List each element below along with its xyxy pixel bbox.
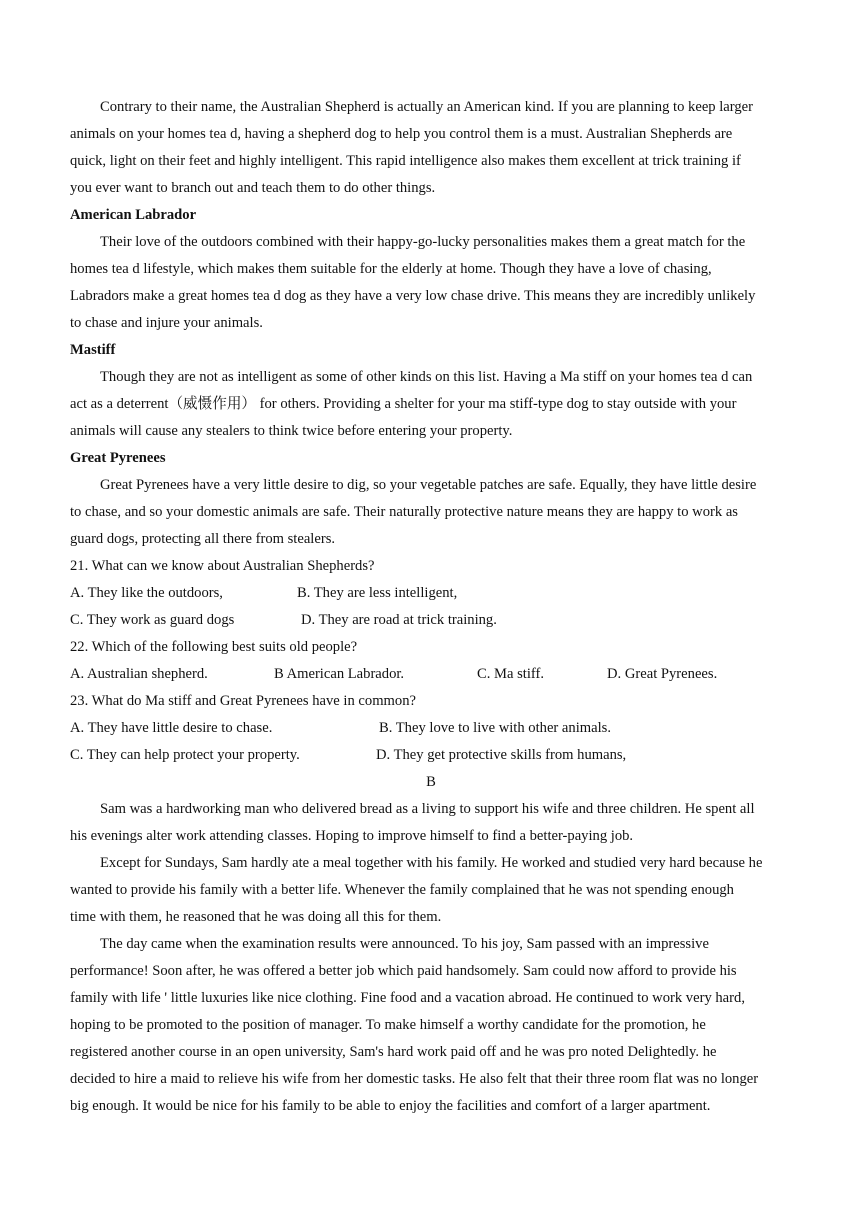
text-line: performance! Soon after, he was offered a better job which paid handsomely. Sam could now afford to provide his xyxy=(70,963,737,979)
option-b: B. They love to live with other animals. xyxy=(379,720,611,736)
option-row xyxy=(70,607,792,634)
text-line: time with them, he reasoned that he was doing all this for them. xyxy=(70,909,442,925)
text-line: act as a deterrent（威慑作用） for others. Providing a shelter for your ma stiff-type dog to stay outside with your xyxy=(70,396,737,412)
text-line: homes tea d lifestyle, which makes them suitable for the elderly at home. Though they have a love of chasing, xyxy=(70,261,712,277)
paragraph-american-labrador xyxy=(70,229,792,337)
question-21 xyxy=(70,553,792,634)
heading-great-pyrenees: Great Pyrenees xyxy=(70,450,166,466)
text-line: family with life ' little luxuries like nice clothing. Fine food and a vacation abroad. He continued to work very hard, xyxy=(70,990,745,1006)
text-line: guard dogs, protecting all there from stealers. xyxy=(70,531,336,547)
section-label-b: B xyxy=(426,774,436,790)
option-c: C. Ma stiff. xyxy=(477,666,545,682)
text-line: wanted to provide his family with a better life. Whenever the family complained that he was not spending enough xyxy=(70,882,734,898)
text-line: animals on your homes tea d, having a shepherd dog to help you control them is a must. Australian Shepherds are xyxy=(70,126,733,142)
paragraph-great-pyrenees xyxy=(70,472,792,553)
option-row xyxy=(70,661,792,688)
question-stem: 22. Which of the following best suits old people? xyxy=(70,639,358,655)
text-line: decided to hire a maid to relieve his wife from her domestic tasks. He also felt that their three room flat was no longer xyxy=(70,1071,759,1087)
option-d: D. They get protective skills from humans, xyxy=(376,747,627,763)
heading-mastiff: Mastiff xyxy=(70,342,116,358)
option-a: A. They have little desire to chase. xyxy=(70,720,273,736)
text-line: animals will cause any stealers to think twice before entering your property. xyxy=(70,423,513,439)
text-line: Though they are not as intelligent as some of other kinds on this list. Having a Ma stiff on your homes tea d can xyxy=(100,369,753,385)
text-line: The day came when the examination results were announced. To his joy, Sam passed with an impressive xyxy=(100,936,709,952)
text-line: his evenings alter work attending classes. Hoping to improve himself to find a better-paying job. xyxy=(70,828,634,844)
text-line: registered another course in an open university, Sam's hard work paid off and he was pro noted Delightedly. he xyxy=(70,1044,717,1060)
option-a: A. They like the outdoors, xyxy=(70,585,223,601)
option-d: D. Great Pyrenees. xyxy=(607,666,718,682)
question-23 xyxy=(70,688,792,769)
question-stem: 21. What can we know about Australian Shepherds? xyxy=(70,558,375,574)
option-d: D. They are road at trick training. xyxy=(301,612,497,628)
text-line: Their love of the outdoors combined with their happy-go-lucky personalities makes them a great match for the xyxy=(100,234,746,250)
text-line: Labradors make a great homes tea d dog as they have a very low chase drive. This means they are incredibly unlikely xyxy=(70,288,756,304)
heading-american-labrador: American Labrador xyxy=(70,207,197,223)
option-row xyxy=(70,580,792,607)
paragraph-australian-shepherd xyxy=(70,94,792,202)
text-line: you ever want to branch out and teach them to do other things. xyxy=(70,180,436,196)
paragraph-sam-family xyxy=(70,850,792,931)
text-line: big enough. It would be nice for his family to be able to enjoy the facilities and comfort of a larger apartment. xyxy=(70,1098,711,1114)
text-line: to chase, and so your domestic animals are safe. Their naturally protective nature means they are happy to work as xyxy=(70,504,738,520)
text-line: Sam was a hardworking man who delivered bread as a living to support his wife and three children. He spent all xyxy=(100,801,755,817)
text-line: Great Pyrenees have a very little desire to dig, so your vegetable patches are safe. Equally, they have little desire xyxy=(100,477,757,493)
text-line: quick, light on their feet and highly intelligent. This rapid intelligence also makes them excellent at trick training if xyxy=(70,153,741,169)
document-page xyxy=(70,94,792,1120)
text-line: Except for Sundays, Sam hardly ate a meal together with his family. He worked and studied very hard because he xyxy=(100,855,763,871)
option-c: C. They can help protect your property. xyxy=(70,747,300,763)
option-b: B American Labrador. xyxy=(274,666,405,682)
option-b: B. They are less intelligent, xyxy=(297,585,458,601)
paragraph-sam-results xyxy=(70,931,792,1120)
question-22 xyxy=(70,634,792,688)
text-line: Contrary to their name, the Australian Shepherd is actually an American kind. If you are planning to keep larger xyxy=(100,99,754,115)
text-line: hoping to be promoted to the position of manager. To make himself a worthy candidate for the promotion, he xyxy=(70,1017,706,1033)
paragraph-mastiff xyxy=(70,364,792,445)
option-row xyxy=(70,715,792,742)
question-stem: 23. What do Ma stiff and Great Pyrenees have in common? xyxy=(70,693,416,709)
option-a: A. Australian shepherd. xyxy=(70,666,208,682)
text-line: to chase and injure your animals. xyxy=(70,315,263,331)
option-c: C. They work as guard dogs xyxy=(70,612,235,628)
option-row xyxy=(70,742,792,769)
paragraph-sam-intro xyxy=(70,796,792,850)
